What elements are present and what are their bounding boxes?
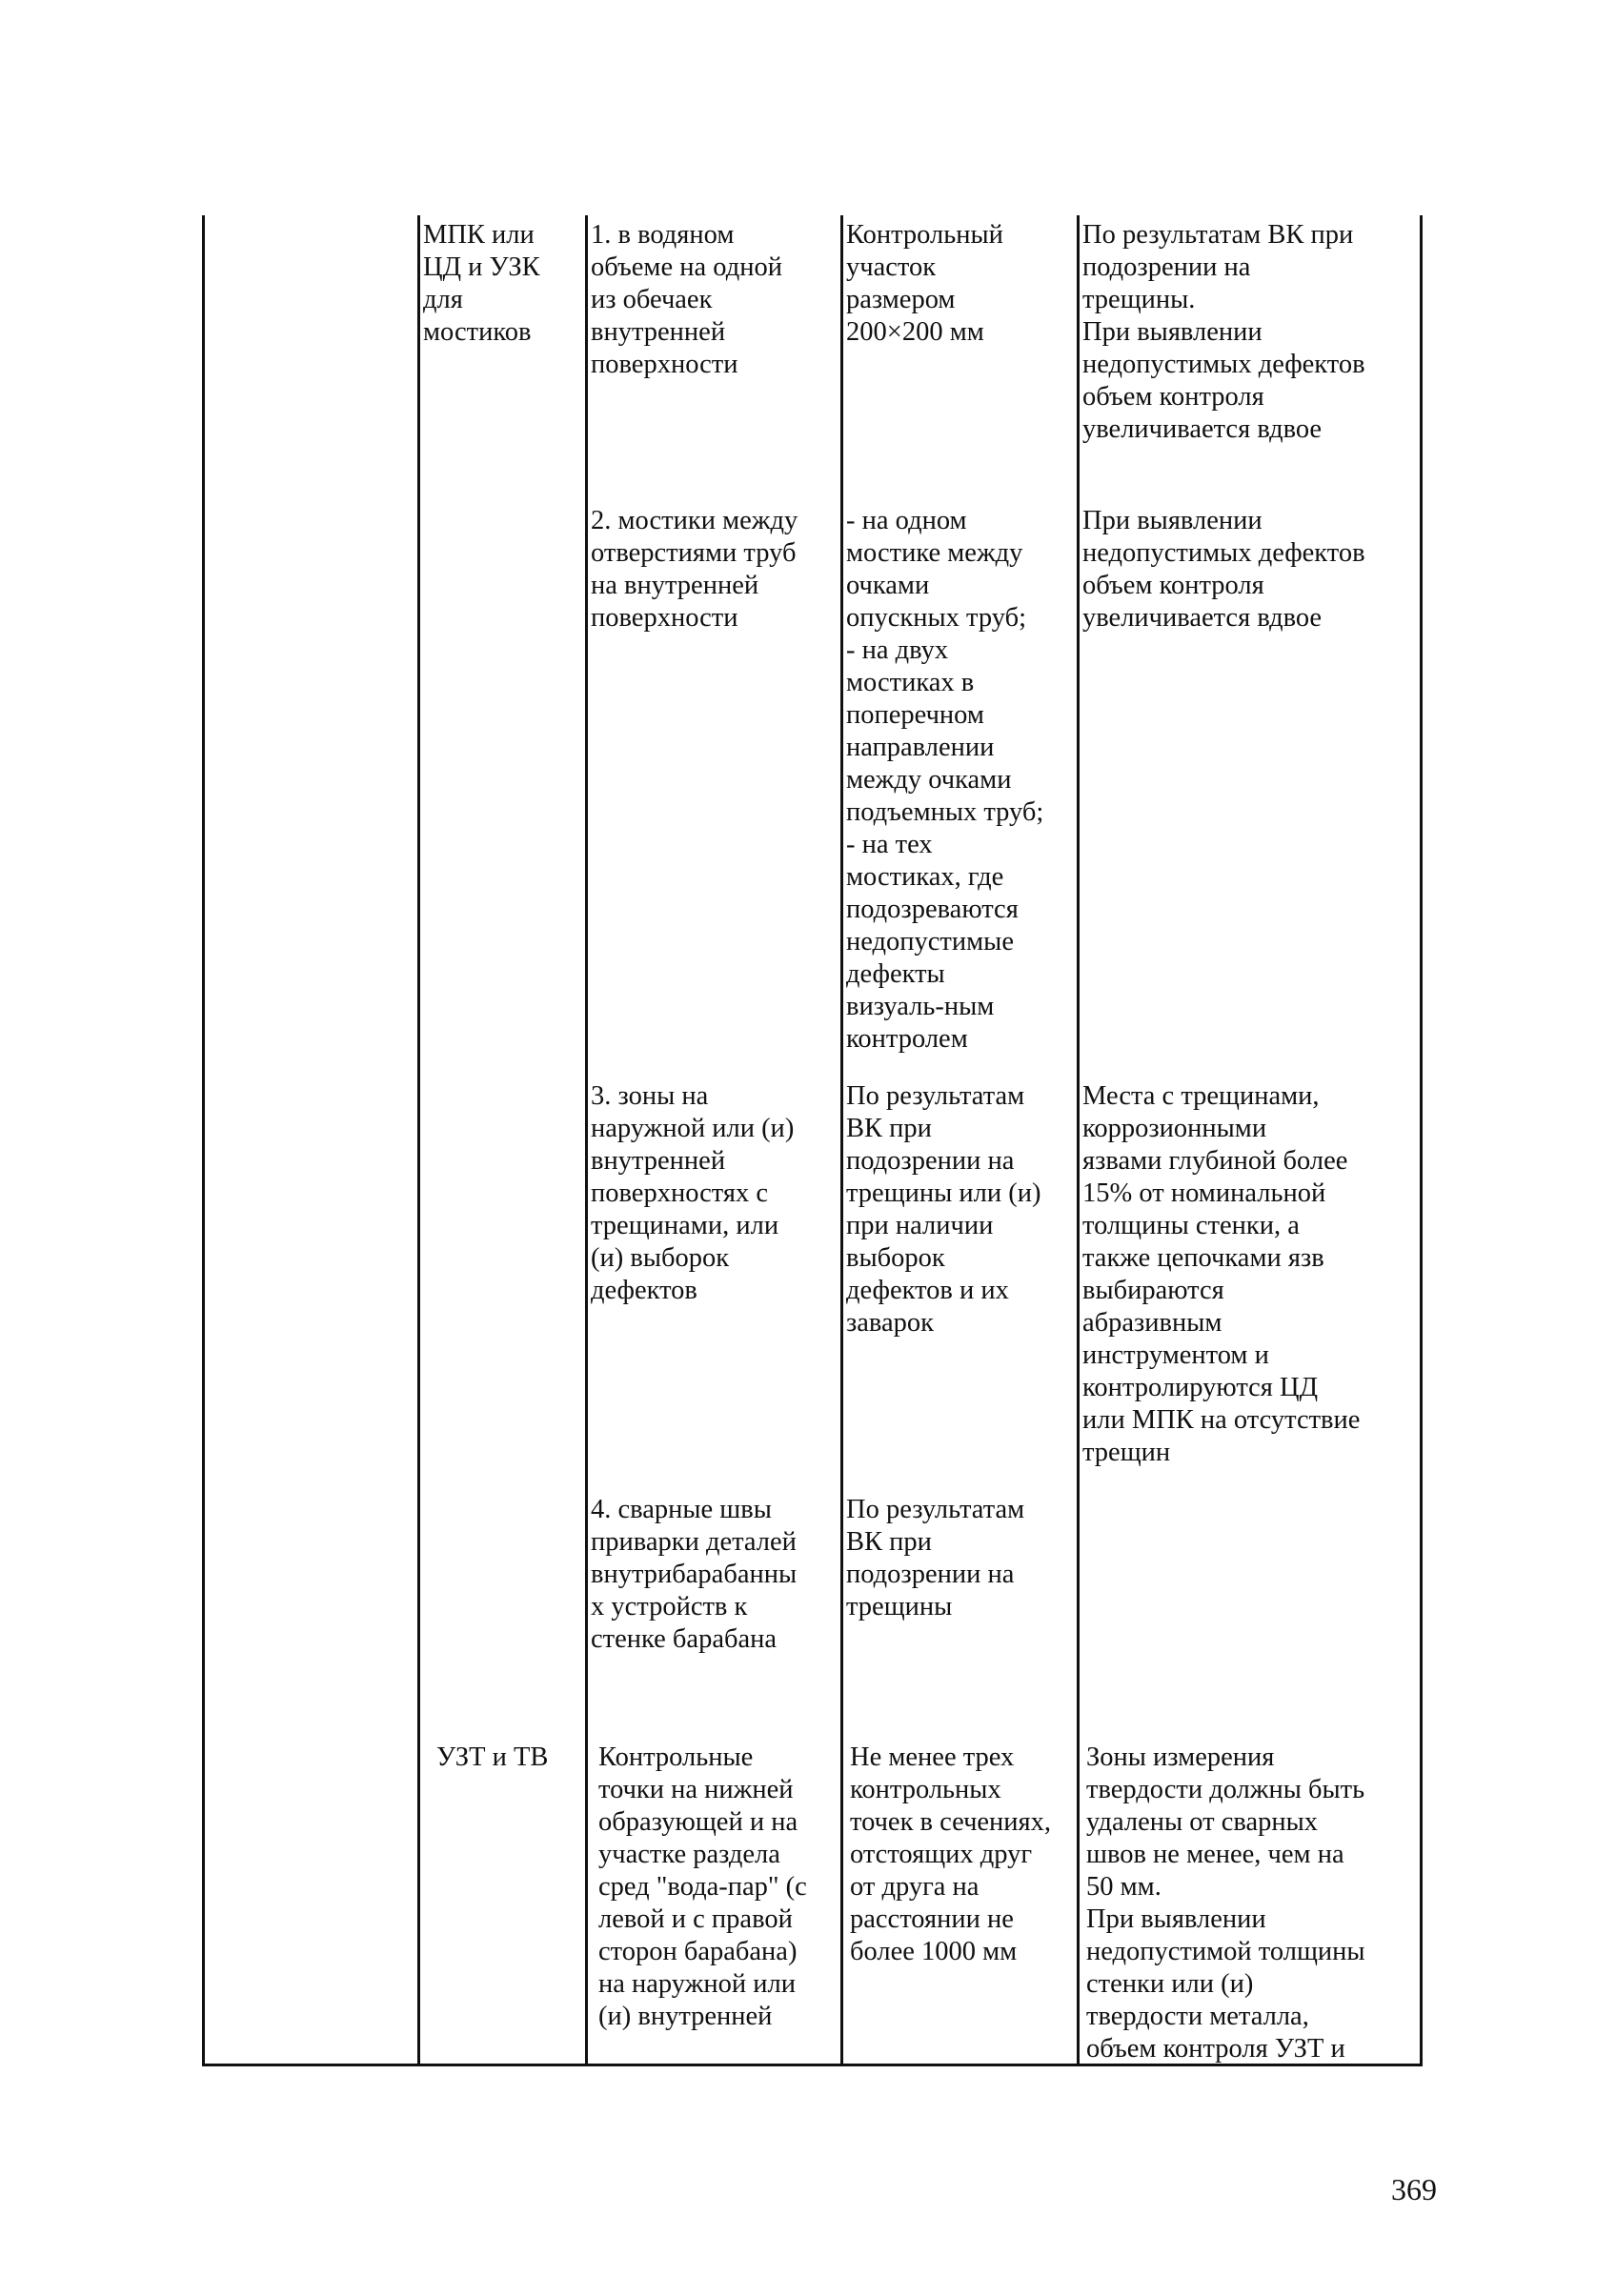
table-cell-note: Зоны измерения твердости должны быть удалены от сварных швов не менее, чем на 50 мм. При выявлении недопустимой толщины стенки или (и) твердости металла, объем контроля УЗТ и — [1086, 1742, 1365, 2064]
table-cell-scope: Не менее трех контрольных точек в сечениях, отстоящих друг от друга на расстоянии не более 1000 мм — [850, 1742, 1052, 1966]
table-cell-scope: Контрольный участок размером 200×200 мм — [846, 220, 1003, 347]
table-divider-method — [417, 215, 420, 2065]
table-cell-object: 1. в водяном объеме на одной из обечаек внутренней поверхности — [591, 220, 782, 379]
table-border-left — [202, 215, 205, 2065]
table-divider-note — [1077, 215, 1080, 2065]
table-cell-note: По результатам ВК при подозрении на трещины. При выявлении недопустимых дефектов объем контроля увеличивается вдвое — [1082, 220, 1365, 444]
table-cell-object: Контрольные точки на нижней образующей и на участке раздела сред "вода-пар" (с левой и с правой сторон барабана) на наружной или (и) внутренней — [598, 1742, 807, 2031]
table-cell-object: 3. зоны на наружной или (и) внутренней поверхностях с трещинами, или (и) выборок дефектов — [591, 1081, 795, 1305]
table-cell-note: При выявлении недопустимых дефектов объем контроля увеличивается вдвое — [1082, 506, 1365, 633]
table-cell-scope: По результатам ВК при подозрении на трещины или (и) при наличии выборок дефектов и их заварок — [846, 1081, 1041, 1338]
page-number: 369 — [1391, 2172, 1437, 2206]
table-cell-object: 2. мостики между отверстиями труб на внутренней поверхности — [591, 506, 798, 633]
table-cell-note: Места с трещинами, коррозионными язвами глубиной более 15% от номинальной толщины стенки, а также цепочками язв выбираются абразивным инструментом и контролируются ЦД или МПК на отсутствие трещин — [1082, 1081, 1361, 1467]
table-divider-object — [585, 215, 588, 2065]
table-cell-scope: По результатам ВК при подозрении на трещины — [846, 1495, 1025, 1621]
table-border-right — [1420, 215, 1423, 2065]
table-cell-method: МПК или ЦД и УЗК для мостиков — [423, 220, 540, 347]
table-cell-method: УЗТ и ТВ — [436, 1742, 549, 1772]
table-cell-scope: - на одном мостике между очками опускных труб; - на двух мостиках в поперечном направлении между очками подъемных труб; - на тех мостиках, где подозреваются недопустимые дефекты визуаль-ным контролем — [846, 506, 1044, 1054]
table-divider-scope — [840, 215, 843, 2065]
table-cell-object: 4. сварные швы приварки деталей внутрибарабанны х устройств к стенке барабана — [591, 1495, 798, 1654]
